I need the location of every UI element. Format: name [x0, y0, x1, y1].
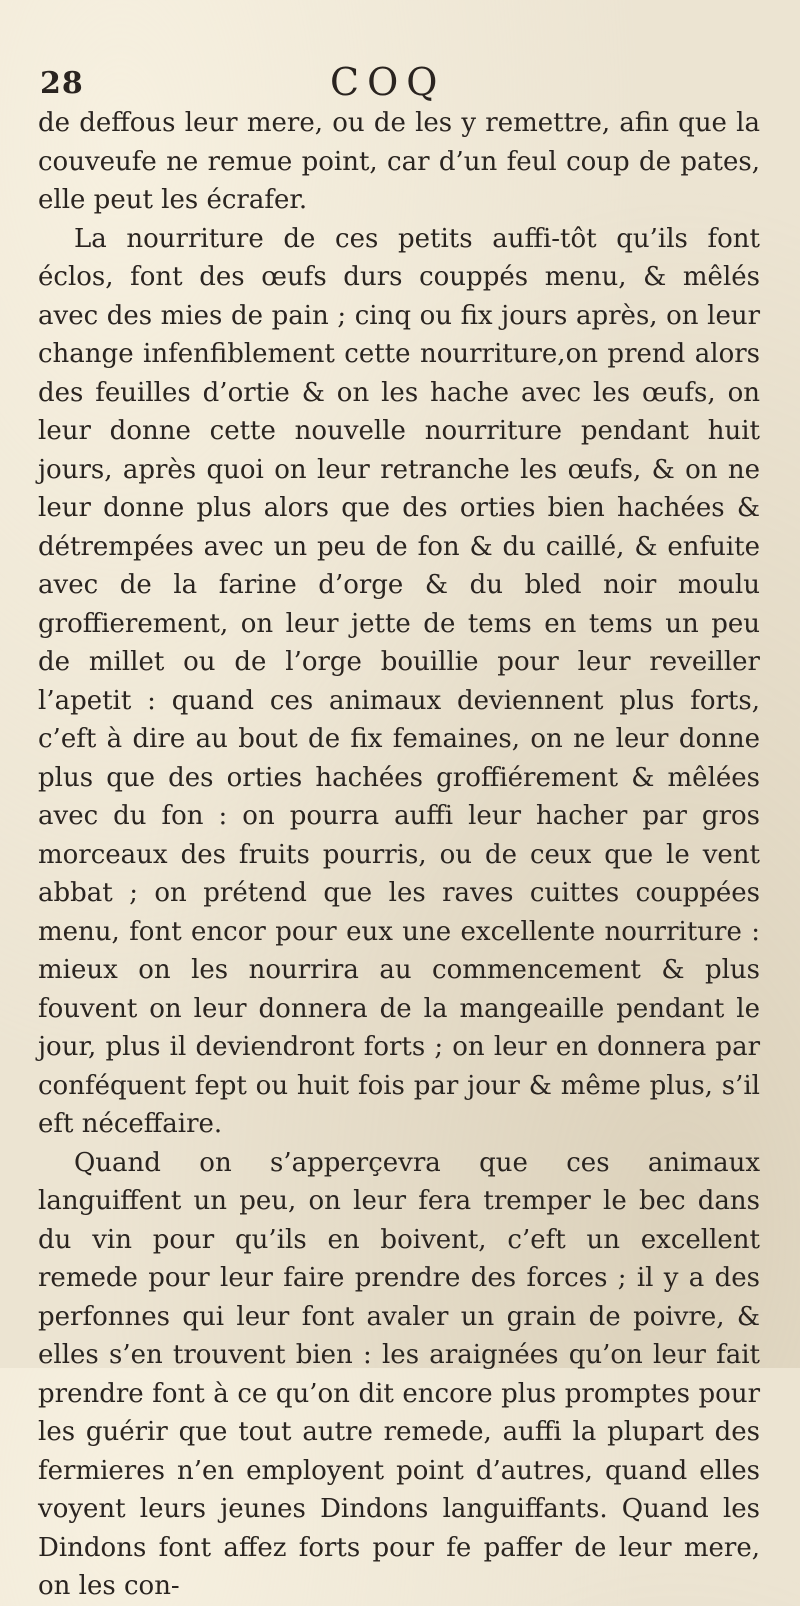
body-text: [38, 104, 760, 1606]
page-number: 28: [40, 66, 84, 101]
running-head: [40, 60, 760, 104]
paragraph-continuation: de deffous leur mere, ou de les y remettre, afin que la couveufe ne remue point, car d’un feul coup de pates, elle peut les écrafer.: [38, 108, 760, 215]
paragraph-nourriture: La nourriture de ces petits auffi-tôt qu’ils font éclos, font des œufs durs couppés menu, & mêlés avec des mies de pain ; cinq ou fix jours après, on leur change infenfiblement cette nourriture,on prend alors des feuilles d’ortie & on les hache avec les œufs, on leur donne cette nouvelle nourriture pendant huit jours, après quoi on leur retranche les œufs, & on ne leur donne plus alors que des orties bien hachées & détrempées avec un peu de fon & du caillé, & enfuite avec de la farine d’orge & du bled noir moulu groffierement, on leur jette de tems en tems un peu de millet ou de l’orge bouillie pour leur reveiller l’apetit : quand ces animaux deviennent plus forts, c’eft à dire au bout de fix femaines, on ne leur donne plus que des orties hachées groffiérement & mêlées avec du fon : on pourra auffi leur hacher par gros morceaux des fruits pourris, ou de ceux que le vent abbat ; on prétend que les raves cuittes couppées menu, font encor pour eux une excellente nourriture : mieux on les nourrira au commencement & plus fouvent on leur donnera de la mangeaille pendant le jour, plus il deviendront forts ; on leur en donnera par conféquent fept ou huit fois par jour & même plus, s’il eft néceffaire.: [38, 223, 760, 1139]
paragraph-remedes: Quand on s’apperçevra que ces animaux languiffent un peu, on leur fera tremper le bec dans du vin pour qu’ils en boivent, c’eft un excellent remede pour leur faire prendre des forces ; il y a des perfonnes qui leur font avaler un grain de poivre, & elles s’en trouvent bien : les araignées qu’on leur fait prendre font à ce qu’on dit encore plus promptes pour les guérir que tout autre remede, auffi la plupart des fermieres n’en employent point d’autres, quand elles voyent leurs jeunes Dindons languiffants. Quand les Dindons font affez forts pour fe paffer de leur mere, on les con-: [38, 1147, 760, 1601]
running-title: COQ: [330, 60, 446, 104]
